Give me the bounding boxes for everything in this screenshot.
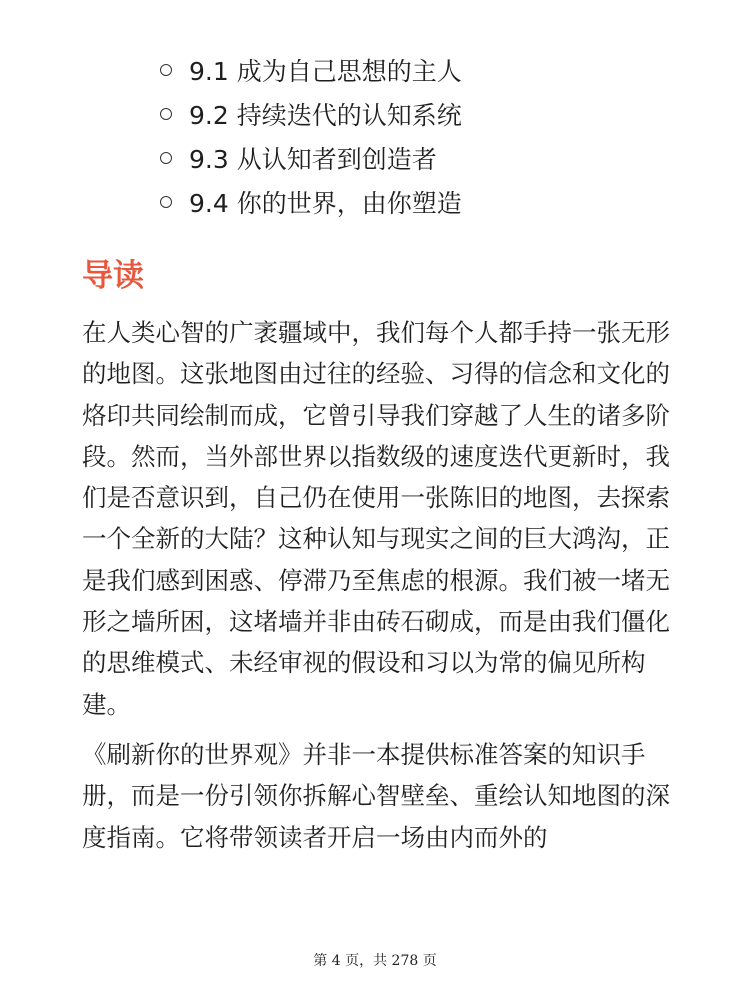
section-heading: 导读 [82,258,144,294]
toc-item-label: 9.4 你的世界，由你塑造 [189,189,462,218]
hollow-circle-bullet-icon [160,152,172,164]
toc-item[interactable] [160,180,462,224]
toc-item-label: 9.2 持续迭代的认知系统 [189,101,462,130]
page-number-footer: 第 4 页，共 278 页 [313,953,437,969]
toc-item-label: 9.1 成为自己思想的主人 [189,57,462,86]
section-body [82,312,678,867]
hollow-circle-bullet-icon [160,64,172,76]
toc-item[interactable] [160,92,462,136]
toc-item[interactable] [160,48,462,92]
paragraph: 在人类心智的广袤疆域中，我们每个人都手持一张无形的地图。这张地图由过往的经验、习得的信念和文化的烙印共同绘制而成，它曾引导我们穿越了人生的诸多阶段。然而，当外部世界以指数级的速度迭代更新时，我们是否意识到，自己仍在使用一张陈旧的地图，去探索一个全新的大陆？这种认知与现实之间的巨大鸿沟，正是我们感到困惑、停滞乃至焦虑的根源。我们被一堵无形之墙所困，这堵墙并非由砖石砌成，而是由我们僵化的思维模式、未经审视的假设和习以为常的偏见所构建。 [82,318,670,719]
table-of-contents [160,48,462,224]
hollow-circle-bullet-icon [160,196,172,208]
paragraph: 《刷新你的世界观》并非一本提供标准答案的知识手册，而是一份引领你拆解心智壁垒、重绘认知地图的深度指南。它将带领读者开启一场由内而外的 [82,739,670,852]
hollow-circle-bullet-icon [160,108,172,120]
toc-item-label: 9.3 从认知者到创造者 [189,145,437,174]
toc-item[interactable] [160,136,462,180]
